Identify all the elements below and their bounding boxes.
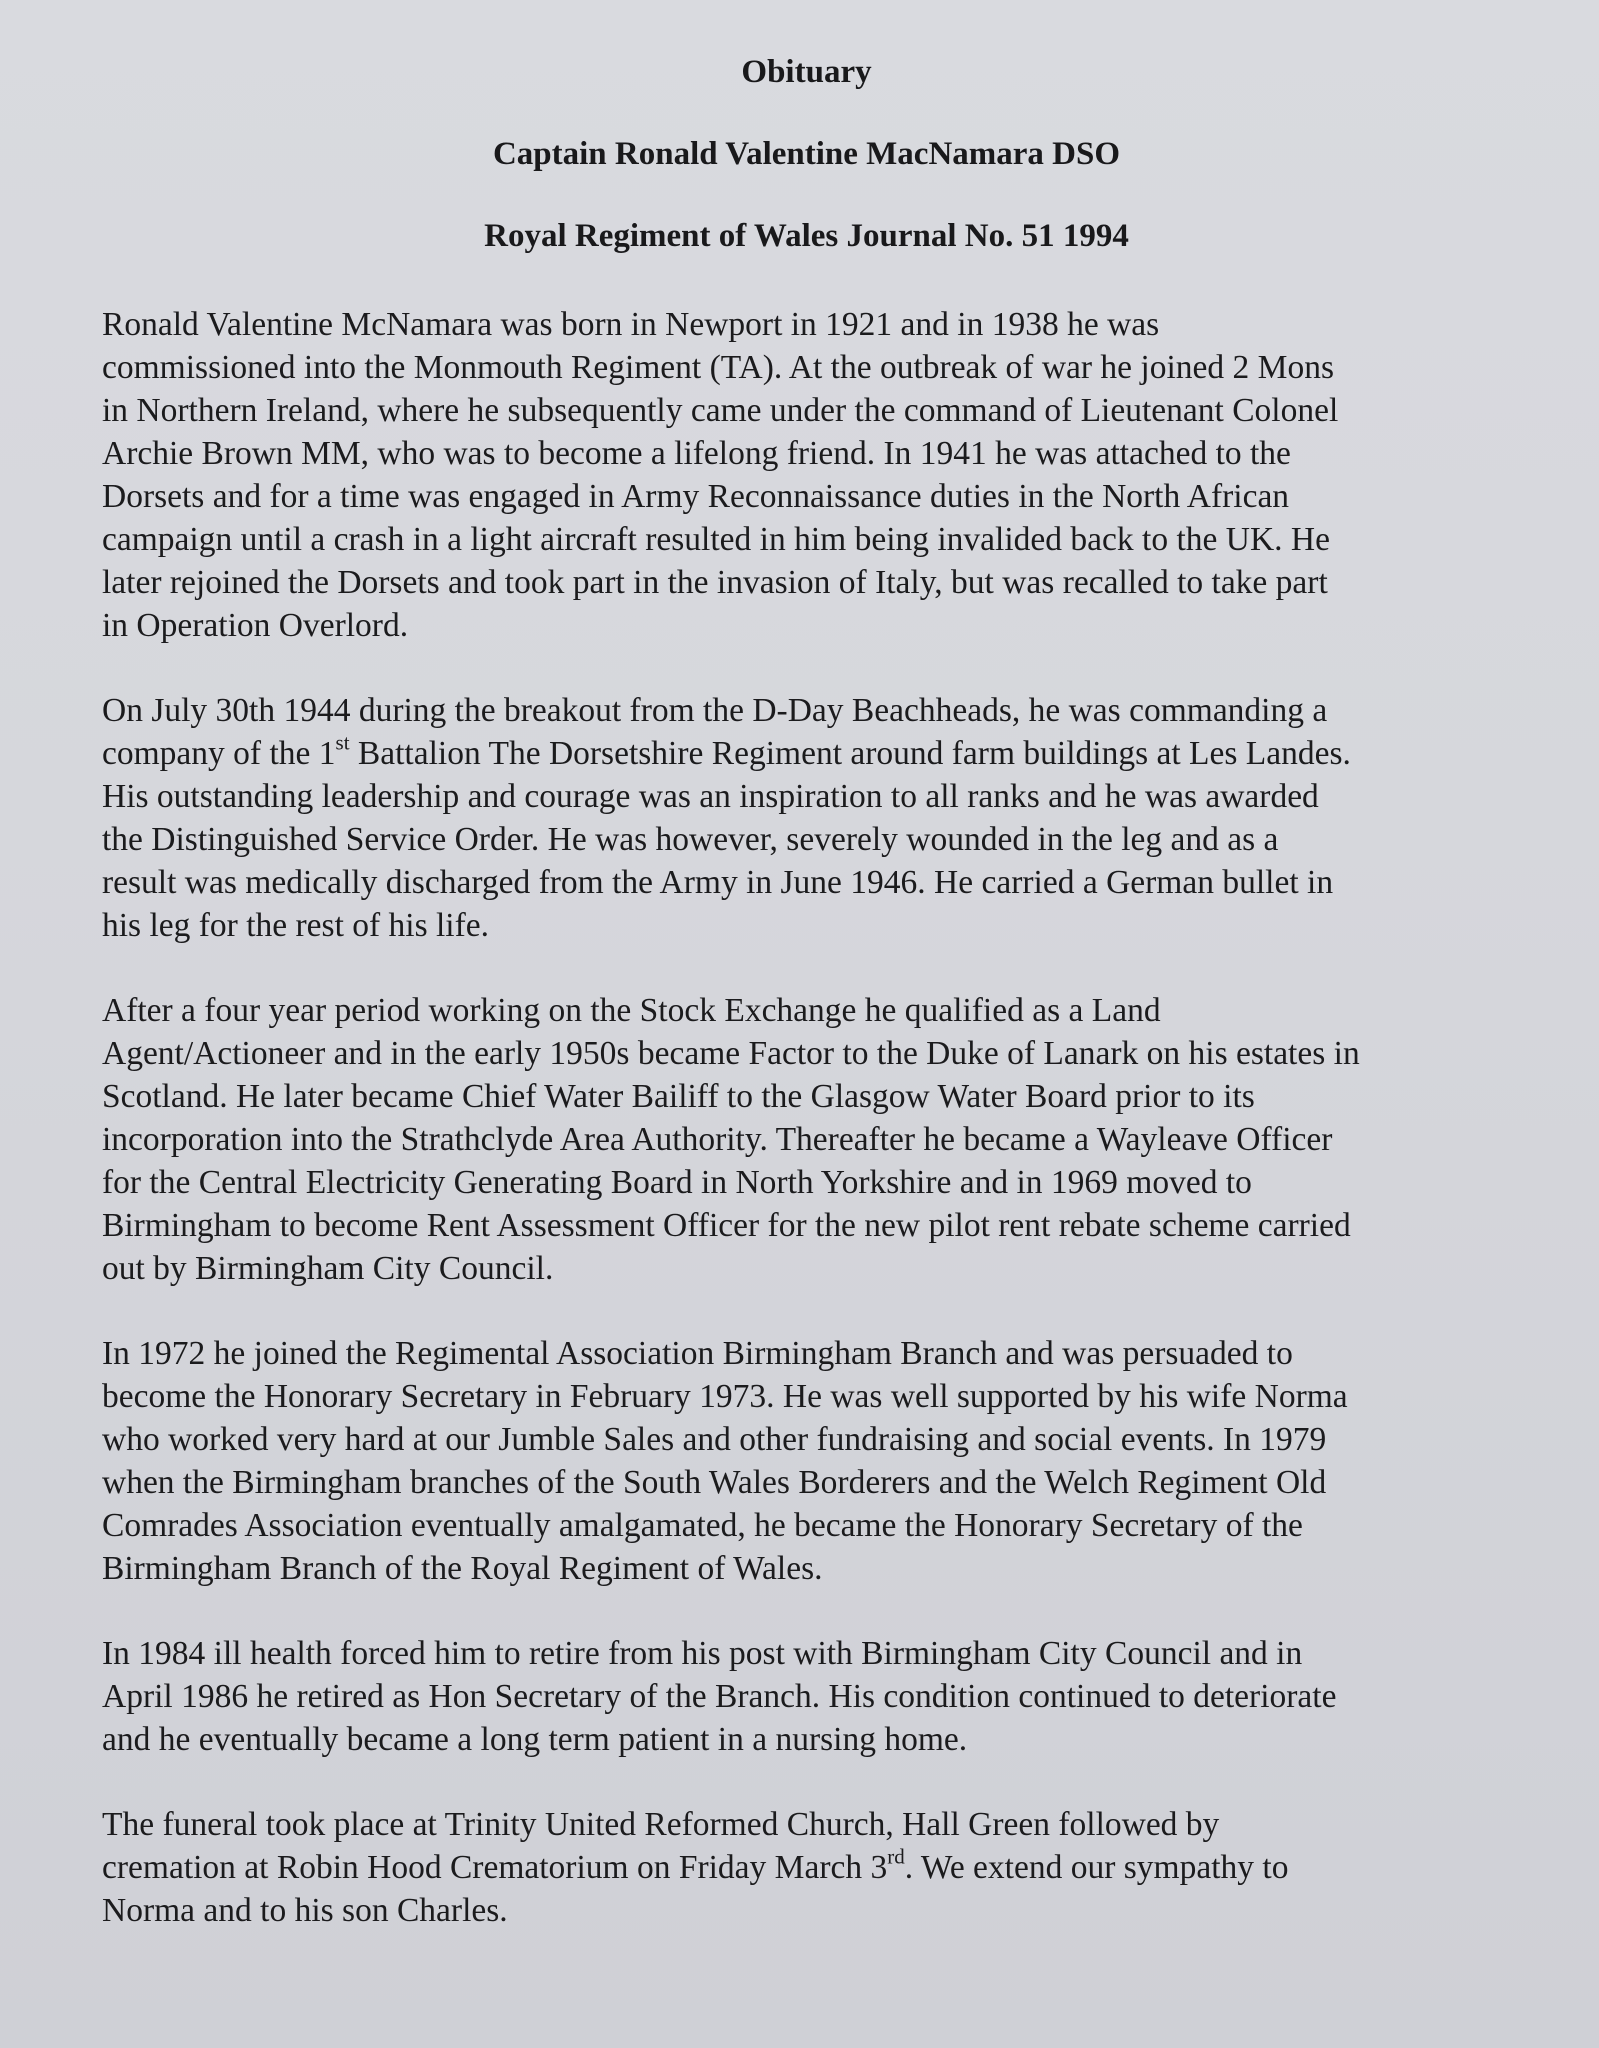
paragraph-line: later rejoined the Dorsets and took part in the invasion of Italy, but was recalled to take part <box>102 564 1328 601</box>
paragraph-line: in Operation Overlord. <box>102 607 409 644</box>
paragraph-line: After a four year period working on the Stock Exchange he qualified as a Land <box>102 992 1161 1029</box>
paragraph-line: On July 30th 1944 during the breakout from the D-Day Beachheads, he was commanding a <box>102 692 1328 729</box>
paragraph <box>102 989 1542 1290</box>
paragraph-line: Dorsets and for a time was engaged in Army Reconnaissance duties in the North African <box>102 478 1290 515</box>
paragraph-line: commissioned into the Monmouth Regiment (TA). At the outbreak of war he joined 2 Mons <box>102 349 1334 386</box>
paragraph-line: Birmingham Branch of the Royal Regiment of Wales. <box>102 1550 823 1587</box>
ordinal-superscript: rd <box>887 1844 905 1869</box>
paragraph-line: April 1986 he retired as Hon Secretary of the Branch. His condition continued to deteriorate <box>102 1678 1337 1715</box>
line-text: cremation at Robin Hood Crematorium on Friday March 3 <box>102 1849 888 1886</box>
line-text: company of the 1 <box>102 735 336 772</box>
paragraph-line: Norma and to his son Charles. <box>102 1892 508 1929</box>
paragraph-line: when the Birmingham branches of the South Wales Borderers and the Welch Regiment Old <box>102 1464 1327 1501</box>
paragraph-line: The funeral took place at Trinity United Reformed Church, Hall Green followed by <box>102 1806 1220 1843</box>
paragraph-line <box>102 1846 1542 1889</box>
ordinal-superscript: st <box>335 730 350 755</box>
paragraph-line: and he eventually became a long term patient in a nursing home. <box>102 1721 968 1758</box>
paragraph-line: Archie Brown MM, who was to become a lifelong friend. In 1941 he was attached to the <box>102 435 1291 472</box>
paragraph-line: out by Birmingham City Council. <box>102 1250 554 1287</box>
paragraph-line <box>102 732 1542 775</box>
paragraph-line: his leg for the rest of his life. <box>102 907 490 944</box>
line-text: . We extend our sympathy to <box>904 1849 1289 1886</box>
paragraph-line: result was medically discharged from the Army in June 1946. He carried a German bullet in <box>102 864 1334 901</box>
paragraph <box>102 689 1542 947</box>
line-text: Battalion The Dorsetshire Regiment around farm buildings at Les Landes. <box>349 735 1351 772</box>
paragraph-line: In 1984 ill health forced him to retire from his post with Birmingham City Council and in <box>102 1635 1303 1672</box>
paragraph-line: the Distinguished Service Order. He was however, severely wounded in the leg and as a <box>102 821 1279 858</box>
paragraph-line: In 1972 he joined the Regimental Association Birmingham Branch and was persuaded to <box>102 1335 1293 1372</box>
paragraph-line: His outstanding leadership and courage was an inspiration to all ranks and he was awarded <box>102 778 1319 815</box>
paragraph-line: Agent/Actioneer and in the early 1950s became Factor to the Duke of Lanark on his estates in <box>102 1035 1360 1072</box>
paragraph-line: Birmingham to become Rent Assessment Officer for the new pilot rent rebate scheme carried <box>102 1207 1351 1244</box>
document-title: Captain Ronald Valentine MacNamara DSO <box>492 136 1121 172</box>
paragraph-line: campaign until a crash in a light aircraft resulted in him being invalided back to the UK. He <box>102 521 1330 558</box>
paragraph <box>102 1803 1542 1932</box>
paragraph-line: Scotland. He later became Chief Water Bailiff to the Glasgow Water Board prior to its <box>102 1078 1255 1115</box>
document-heading: Obituary <box>741 54 872 90</box>
paragraph <box>102 1332 1542 1590</box>
paragraph-line: Ronald Valentine McNamara was born in Newport in 1921 and in 1938 he was <box>102 306 1160 343</box>
paragraph <box>102 1632 1542 1761</box>
document-body <box>102 303 1542 1932</box>
document-source: Royal Regiment of Wales Journal No. 51 1994 <box>484 218 1129 254</box>
paragraph-line: who worked very hard at our Jumble Sales and other fundraising and social events. In 1979 <box>102 1421 1327 1458</box>
paragraph-line: incorporation into the Strathclyde Area Authority. Thereafter he became a Wayleave Officer <box>102 1121 1333 1158</box>
paragraph-line: in Northern Ireland, where he subsequently came under the command of Lieutenant Colonel <box>102 392 1339 429</box>
paragraph <box>102 303 1542 647</box>
paragraph-line: Comrades Association eventually amalgamated, he became the Honorary Secretary of the <box>102 1507 1303 1544</box>
paragraph-line: for the Central Electricity Generating Board in North Yorkshire and in 1969 moved to <box>102 1164 1252 1201</box>
paragraph-line: become the Honorary Secretary in February 1973. He was well supported by his wife Norma <box>102 1378 1348 1415</box>
